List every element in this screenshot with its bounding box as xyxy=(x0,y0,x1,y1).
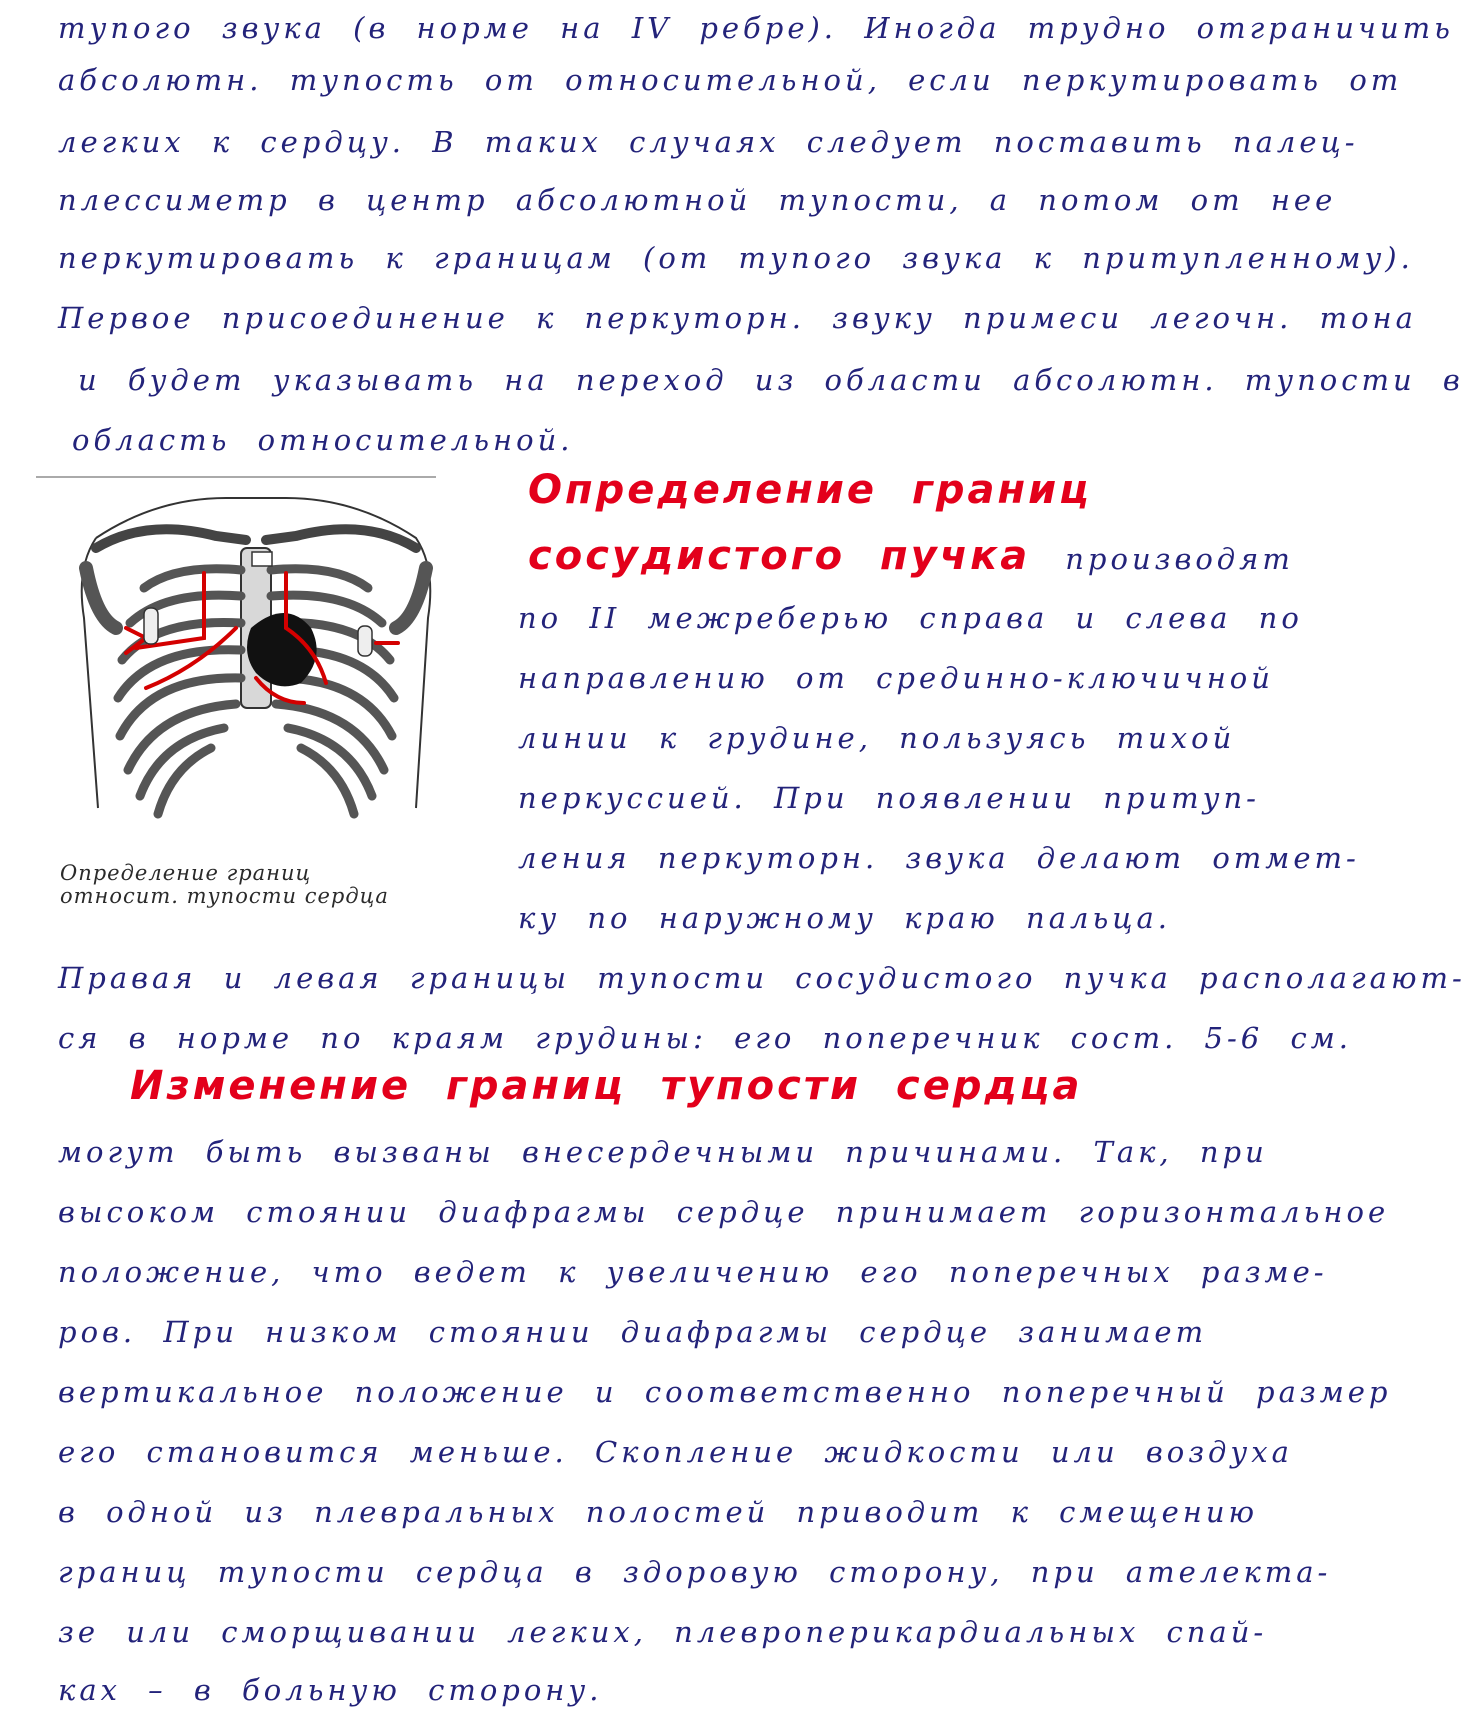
paragraph-3-line-2: высоком стоянии диафрагмы сердце принимает горизонтальное xyxy=(58,1195,1390,1229)
paragraph-1-line-3: легких к сердцу. В таких случаях следует поставить палец- xyxy=(58,125,1359,159)
paragraph-2-right-line-3: линии к грудине, пользуясь тихой xyxy=(518,721,1236,755)
paragraph-1-line-7: и будет указывать на переход из области абсолютн. тупости в xyxy=(78,363,1464,397)
heading-continuation: производят xyxy=(1065,542,1294,576)
figure-caption-line-1: Определение границ xyxy=(60,861,312,885)
heading-heart-dullness-changes: Изменение границ тупости сердца xyxy=(130,1063,1083,1109)
right-clavicle xyxy=(266,529,416,548)
paragraph-1-line-8: область относительной. xyxy=(72,423,574,457)
paragraph-3-line-3: положение, что ведет к увеличению его поперечных разме- xyxy=(58,1255,1328,1289)
paragraph-3-line-1: могут быть вызваны внесердечными причинами. Так, при xyxy=(58,1135,1268,1169)
left-ribs xyxy=(118,569,241,814)
paragraph-3-line-9: зе или сморщивании легких, плевроперикардиальных спай- xyxy=(58,1615,1268,1649)
paragraph-2-right-line-6: ку по наружному краю пальца. xyxy=(518,901,1171,935)
paragraph-3-line-10: ках – в больную сторону. xyxy=(58,1673,603,1707)
left-clavicle xyxy=(96,529,246,548)
paragraph-3-line-6: его становится меньше. Скопление жидкости или воздуха xyxy=(58,1435,1293,1469)
paragraph-3-line-8: границ тупости сердца в здоровую сторону, при ателекта- xyxy=(58,1555,1332,1589)
right-finger-plessimeter xyxy=(358,626,372,656)
right-shoulder xyxy=(396,568,426,628)
paragraph-1-line-2: абсолютн. тупость от относительной, если перкутировать от xyxy=(58,63,1403,97)
figure-caption xyxy=(60,862,389,908)
paragraph-2-right-line-5: ления перкуторн. звука делают отмет- xyxy=(518,841,1360,875)
heading-vessel-bundle-line-2 xyxy=(528,533,1294,579)
paragraph-3-line-5: вертикальное положение и соответственно поперечный размер xyxy=(58,1375,1392,1409)
right-ribs xyxy=(271,569,394,814)
paragraph-3-line-7: в одной из плевральных полостей приводит к смещению xyxy=(58,1495,1259,1529)
paragraph-2-right-line-1: по II межреберью справа и слева по xyxy=(518,601,1303,635)
chest-heart-diagram xyxy=(36,478,476,838)
jugular-notch-mark xyxy=(252,552,272,566)
paragraph-2-full-line-2: ся в норме по краям грудины: его поперечник сост. 5-6 см. xyxy=(58,1021,1352,1055)
figure-caption-line-2: относит. тупости сердца xyxy=(60,884,389,909)
heading-vessel-bundle-line-1: Определение границ xyxy=(528,467,1092,513)
paragraph-1-line-4: плессиметр в центр абсолютной тупости, а потом от нее xyxy=(58,183,1337,217)
left-finger-plessimeter xyxy=(144,608,158,644)
paragraph-2-right-line-2: направлению от срединно-ключичной xyxy=(518,661,1274,695)
paragraph-1-line-6: Первое присоединение к перкуторн. звуку примеси легочн. тона xyxy=(58,301,1417,335)
paragraph-2-right-line-4: перкуссией. При появлении притуп- xyxy=(518,781,1260,815)
paragraph-1-line-5: перкутировать к границам (от тупого звука к притупленному). xyxy=(58,241,1414,275)
paragraph-3-line-4: ров. При низком стоянии диафрагмы сердце занимает xyxy=(58,1315,1208,1349)
left-shoulder xyxy=(86,568,116,628)
paragraph-2-full-line-1: Правая и левая границы тупости сосудистого пучка располагают- xyxy=(58,961,1466,995)
heading-vessel-bundle-text: сосудистого пучка xyxy=(528,533,1031,579)
paragraph-1-line-1: тупого звука (в норме на IV ребре). Иногда трудно отграничить xyxy=(58,11,1454,45)
